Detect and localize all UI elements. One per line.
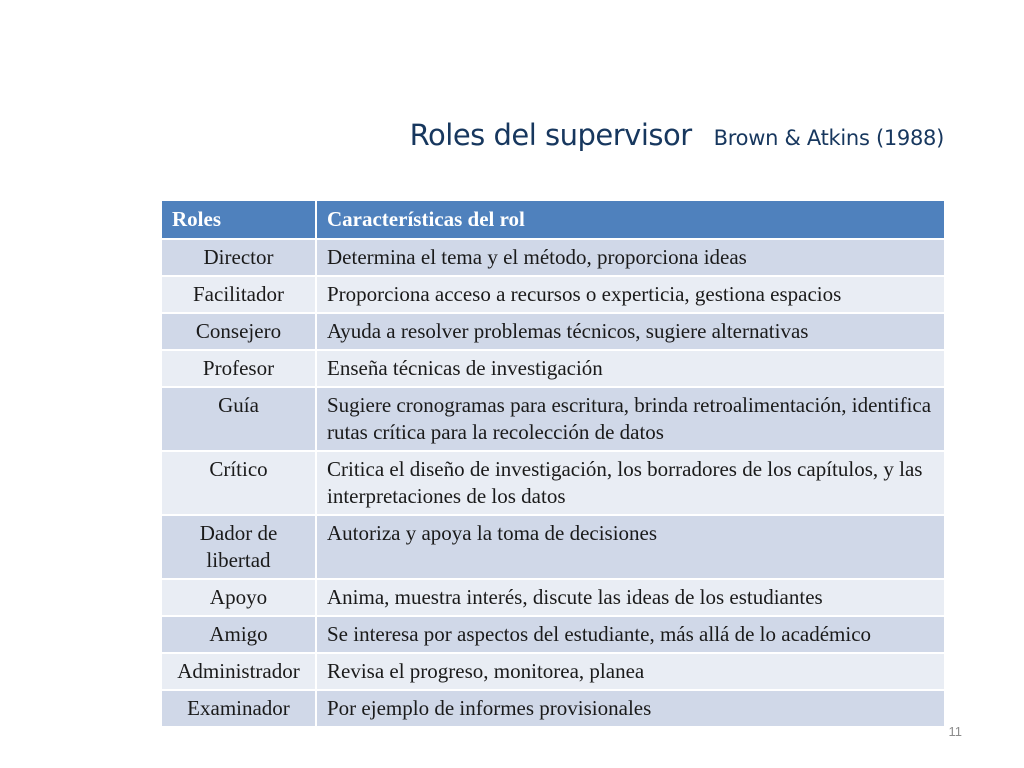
description-cell: Ayuda a resolver problemas técnicos, sugiere alternativas [316, 313, 945, 350]
description-cell: Determina el tema y el método, proporciona ideas [316, 239, 945, 276]
header-roles: Roles [161, 200, 316, 239]
title-main: Roles del supervisor [409, 118, 692, 152]
role-cell: Apoyo [161, 579, 316, 616]
role-cell: Crítico [161, 451, 316, 515]
role-cell: Facilitador [161, 276, 316, 313]
table-row [161, 239, 945, 276]
role-cell: Profesor [161, 350, 316, 387]
role-cell: Examinador [161, 690, 316, 727]
table-row [161, 451, 945, 515]
role-cell: Consejero [161, 313, 316, 350]
description-cell: Proporciona acceso a recursos o experticia, gestiona espacios [316, 276, 945, 313]
description-cell: Enseña técnicas de investigación [316, 350, 945, 387]
table-header-row [161, 200, 945, 239]
header-characteristics: Características del rol [316, 200, 945, 239]
role-cell: Director [161, 239, 316, 276]
role-cell: Administrador [161, 653, 316, 690]
description-cell: Anima, muestra interés, discute las ideas de los estudiantes [316, 579, 945, 616]
role-cell: Dador de libertad [161, 515, 316, 579]
title-citation: Brown & Atkins (1988) [713, 126, 944, 150]
table-row [161, 350, 945, 387]
description-cell: Autoriza y apoya la toma de decisiones [316, 515, 945, 579]
description-cell: Critica el diseño de investigación, los borradores de los capítulos, y las interpretaciones de los datos [316, 451, 945, 515]
table-row [161, 515, 945, 579]
description-cell: Revisa el progreso, monitorea, planea [316, 653, 945, 690]
table-row [161, 387, 945, 451]
slide-title [0, 118, 944, 152]
table-row [161, 579, 945, 616]
description-cell: Sugiere cronogramas para escritura, brinda retroalimentación, identifica rutas crítica para la recolección de datos [316, 387, 945, 451]
roles-table [160, 199, 946, 728]
description-cell: Se interesa por aspectos del estudiante, más allá de lo académico [316, 616, 945, 653]
table-row [161, 313, 945, 350]
table-row [161, 616, 945, 653]
table-row [161, 276, 945, 313]
description-cell: Por ejemplo de informes provisionales [316, 690, 945, 727]
table-row [161, 690, 945, 727]
role-cell: Guía [161, 387, 316, 451]
table-row [161, 653, 945, 690]
page-number: 11 [948, 724, 962, 739]
role-cell: Amigo [161, 616, 316, 653]
